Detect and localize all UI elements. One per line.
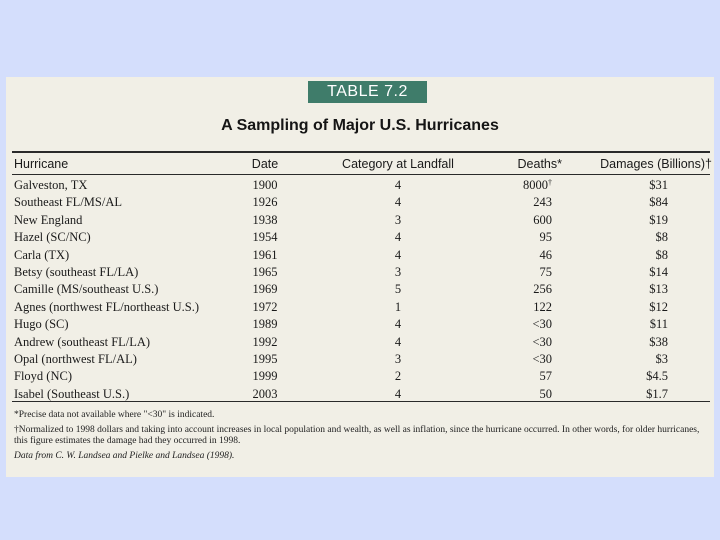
footnote-precision: *Precise data not available where "<30" is indicated. <box>14 410 215 420</box>
header-date: Date <box>251 157 279 171</box>
cell-date: 1900 <box>252 178 278 192</box>
cell-date: 1926 <box>252 195 278 210</box>
footnote-source: Data from C. W. Landsea and Pielke and Landsea (1998). <box>14 451 235 461</box>
table-header <box>6 157 714 174</box>
cell-date: 1969 <box>252 282 278 297</box>
cell-damages: $3 <box>655 352 668 366</box>
cell-date: 1989 <box>252 317 278 332</box>
cell-deaths: 8000† <box>523 178 552 192</box>
cell-category: 4 <box>394 195 402 210</box>
table-row <box>6 230 714 247</box>
top-rule <box>12 151 710 153</box>
table-row <box>6 369 714 386</box>
cell-date: 1992 <box>252 334 278 349</box>
cell-category: 3 <box>394 352 402 366</box>
cell-hurricane: Carla (TX) <box>14 247 70 262</box>
cell-deaths: <30 <box>532 352 552 366</box>
table-row <box>6 282 714 299</box>
table-page <box>6 77 714 477</box>
cell-hurricane: Opal (northwest FL/AL) <box>14 352 137 366</box>
cell-hurricane: Floyd (NC) <box>14 369 72 384</box>
table-row <box>6 265 714 282</box>
header-damages: Damages (Billions)† <box>600 157 712 171</box>
cell-damages: $84 <box>649 195 668 210</box>
cell-deaths: 50 <box>539 386 552 401</box>
cell-deaths: 75 <box>539 265 552 279</box>
cell-hurricane: Hazel (SC/NC) <box>14 230 91 245</box>
table-row <box>6 213 714 230</box>
footnote-normalized: †Normalized to 1998 dollars and taking into account increases in local population and wealth, as well as inflation, since the hurricane occurred. In other words, for older hurricanes, this figure estimates the damage had they occurred in 1998. <box>14 425 700 446</box>
cell-date: 1999 <box>252 369 278 384</box>
cell-category: 4 <box>394 230 402 245</box>
cell-category: 4 <box>394 386 402 401</box>
cell-deaths: 57 <box>539 369 552 384</box>
cell-damages: $8 <box>655 247 668 262</box>
header-deaths: Deaths* <box>517 157 562 171</box>
cell-damages: $19 <box>649 212 668 227</box>
cell-damages: $31 <box>649 178 668 192</box>
header-hurricane: Hurricane <box>14 157 69 171</box>
cell-damages: $14 <box>649 265 668 279</box>
cell-category: 4 <box>394 334 402 349</box>
cell-date: 1961 <box>252 247 278 262</box>
cell-deaths: <30 <box>532 334 552 349</box>
table-row <box>6 317 714 334</box>
cell-hurricane: Isabel (Southeast U.S.) <box>14 386 130 401</box>
table-title: A Sampling of Major U.S. Hurricanes <box>221 117 499 134</box>
table-row <box>6 195 714 212</box>
table-row <box>6 248 714 265</box>
cell-hurricane: Agnes (northwest FL/northeast U.S.) <box>14 299 200 314</box>
cell-hurricane: New England <box>14 212 83 227</box>
cell-hurricane: Betsy (southeast FL/LA) <box>14 265 139 279</box>
cell-hurricane: Andrew (southeast FL/LA) <box>14 334 151 349</box>
cell-damages: $38 <box>649 334 668 349</box>
cell-damages: $12 <box>649 299 668 314</box>
cell-date: 1965 <box>252 265 278 279</box>
table-row <box>6 352 714 369</box>
cell-hurricane: Southeast FL/MS/AL <box>14 195 122 210</box>
cell-category: 4 <box>394 317 402 332</box>
cell-damages: $4.5 <box>646 369 668 384</box>
cell-category: 4 <box>394 178 402 192</box>
cell-date: 1995 <box>252 352 278 366</box>
table-row <box>6 178 714 195</box>
table-row <box>6 300 714 317</box>
cell-hurricane: Galveston, TX <box>14 178 88 192</box>
cell-deaths: 243 <box>533 195 552 210</box>
table-number-tag: TABLE 7.2 <box>308 81 427 103</box>
header-category: Category at Landfall <box>342 157 454 171</box>
cell-category: 1 <box>394 299 402 314</box>
cell-damages: $13 <box>649 282 668 297</box>
deaths-note-mark: † <box>548 178 552 187</box>
header-rule <box>12 174 710 175</box>
bottom-rule <box>12 401 710 402</box>
table-row <box>6 335 714 352</box>
cell-hurricane: Camille (MS/southeast U.S.) <box>14 282 159 297</box>
cell-deaths: 95 <box>539 230 552 245</box>
cell-category: 4 <box>394 247 402 262</box>
cell-date: 1938 <box>252 212 278 227</box>
cell-category: 5 <box>394 282 402 297</box>
cell-deaths: 256 <box>533 282 552 297</box>
cell-deaths: 600 <box>533 212 552 227</box>
cell-deaths: 46 <box>539 247 552 262</box>
cell-category: 3 <box>394 265 402 279</box>
cell-damages: $8 <box>655 230 668 245</box>
cell-damages: $11 <box>649 317 668 332</box>
cell-category: 3 <box>394 212 402 227</box>
cell-deaths: <30 <box>532 317 552 332</box>
cell-hurricane: Hugo (SC) <box>14 317 69 332</box>
cell-deaths: 122 <box>533 299 552 314</box>
cell-date: 1972 <box>252 299 278 314</box>
cell-category: 2 <box>394 369 402 384</box>
cell-date: 2003 <box>252 386 278 401</box>
cell-date: 1954 <box>252 230 278 245</box>
cell-damages: $1.7 <box>646 386 668 401</box>
